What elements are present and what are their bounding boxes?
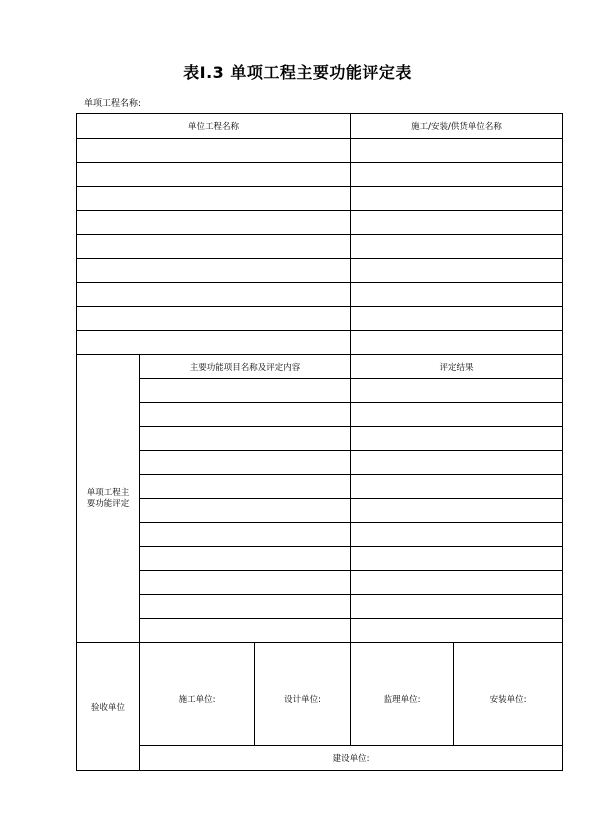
function-item-cell[interactable] xyxy=(140,619,351,643)
section2-row xyxy=(77,403,563,427)
section2-row xyxy=(77,571,563,595)
unit-project-name-cell[interactable] xyxy=(77,235,351,259)
evaluation-result-cell[interactable] xyxy=(351,403,563,427)
section1-row xyxy=(77,139,563,163)
evaluation-result-cell[interactable] xyxy=(351,547,563,571)
function-item-cell[interactable] xyxy=(140,403,351,427)
unit-project-name-cell[interactable] xyxy=(77,163,351,187)
unit-project-name-cell[interactable] xyxy=(77,139,351,163)
main-function-evaluation-label xyxy=(77,355,140,643)
unit-project-name-cell[interactable] xyxy=(77,307,351,331)
section2-row xyxy=(77,475,563,499)
section2-row xyxy=(77,547,563,571)
owner-unit-cell[interactable] xyxy=(140,746,563,771)
contractor-name-cell[interactable] xyxy=(351,307,563,331)
evaluation-result-cell[interactable] xyxy=(351,379,563,403)
section2-row xyxy=(77,427,563,451)
section1-row xyxy=(77,331,563,355)
contractor-name-cell[interactable] xyxy=(351,163,563,187)
section1-row xyxy=(77,307,563,331)
function-item-cell[interactable] xyxy=(140,595,351,619)
section1-row xyxy=(77,283,563,307)
function-item-cell[interactable] xyxy=(140,499,351,523)
evaluation-result-cell[interactable] xyxy=(351,595,563,619)
evaluation-result-header: 评定结果 xyxy=(351,355,563,379)
section2-row xyxy=(77,379,563,403)
evaluation-result-cell[interactable] xyxy=(351,475,563,499)
evaluation-result-cell[interactable] xyxy=(351,523,563,547)
function-item-cell[interactable] xyxy=(140,451,351,475)
installation-unit-label: 安装单位: xyxy=(489,694,527,705)
evaluation-result-cell[interactable] xyxy=(351,571,563,595)
section2-row xyxy=(77,499,563,523)
section1-row xyxy=(77,187,563,211)
supervision-unit-label: 监理单位: xyxy=(383,694,421,705)
construction-unit-cell[interactable] xyxy=(140,643,255,746)
evaluation-result-cell[interactable] xyxy=(351,499,563,523)
contractor-name-cell[interactable] xyxy=(351,235,563,259)
owner-signature-row xyxy=(77,746,563,771)
side-label-line1: 单项工程主 xyxy=(86,487,130,498)
owner-unit-label: 建设单位: xyxy=(332,754,370,764)
section1-row xyxy=(77,211,563,235)
evaluation-result-cell[interactable] xyxy=(351,619,563,643)
contractor-name-header: 施工/安装/供货单位名称 xyxy=(351,114,563,139)
acceptance-signature-row xyxy=(77,643,563,746)
side-label-line2: 要功能评定 xyxy=(86,498,130,509)
design-unit-label: 设计单位: xyxy=(284,694,321,705)
acceptance-units-label: 验收单位 xyxy=(77,643,140,771)
design-unit-cell[interactable] xyxy=(255,643,351,746)
function-item-cell[interactable] xyxy=(140,379,351,403)
unit-project-name-cell[interactable] xyxy=(77,187,351,211)
evaluation-form-table xyxy=(76,113,563,771)
section1-row xyxy=(77,163,563,187)
page-title: 表I.3 单项工程主要功能评定表 xyxy=(183,63,412,82)
contractor-name-cell[interactable] xyxy=(351,259,563,283)
function-item-header: 主要功能项目名称及评定内容 xyxy=(140,355,351,379)
unit-project-name-cell[interactable] xyxy=(77,331,351,355)
contractor-name-cell[interactable] xyxy=(351,283,563,307)
section2-row xyxy=(77,523,563,547)
evaluation-result-cell[interactable] xyxy=(351,427,563,451)
function-item-cell[interactable] xyxy=(140,571,351,595)
section1-header-row xyxy=(77,114,563,139)
project-name-label: 单项工程名称: xyxy=(84,99,142,109)
section2-header-row xyxy=(77,355,563,379)
unit-project-name-cell[interactable] xyxy=(77,259,351,283)
evaluation-result-cell[interactable] xyxy=(351,451,563,475)
function-item-cell[interactable] xyxy=(140,475,351,499)
contractor-name-cell[interactable] xyxy=(351,187,563,211)
section1-row xyxy=(77,259,563,283)
function-item-cell[interactable] xyxy=(140,523,351,547)
contractor-name-cell[interactable] xyxy=(351,139,563,163)
section2-row xyxy=(77,595,563,619)
supervision-unit-cell[interactable] xyxy=(351,643,454,746)
section1-row xyxy=(77,235,563,259)
section2-row xyxy=(77,619,563,643)
function-item-cell[interactable] xyxy=(140,427,351,451)
contractor-name-cell[interactable] xyxy=(351,331,563,355)
contractor-name-cell[interactable] xyxy=(351,211,563,235)
section2-row xyxy=(77,451,563,475)
construction-unit-label: 施工单位: xyxy=(178,694,216,705)
function-item-cell[interactable] xyxy=(140,547,351,571)
unit-project-name-cell[interactable] xyxy=(77,283,351,307)
installation-unit-cell[interactable] xyxy=(454,643,563,746)
unit-project-name-cell[interactable] xyxy=(77,211,351,235)
unit-project-name-header: 单位工程名称 xyxy=(77,114,351,139)
